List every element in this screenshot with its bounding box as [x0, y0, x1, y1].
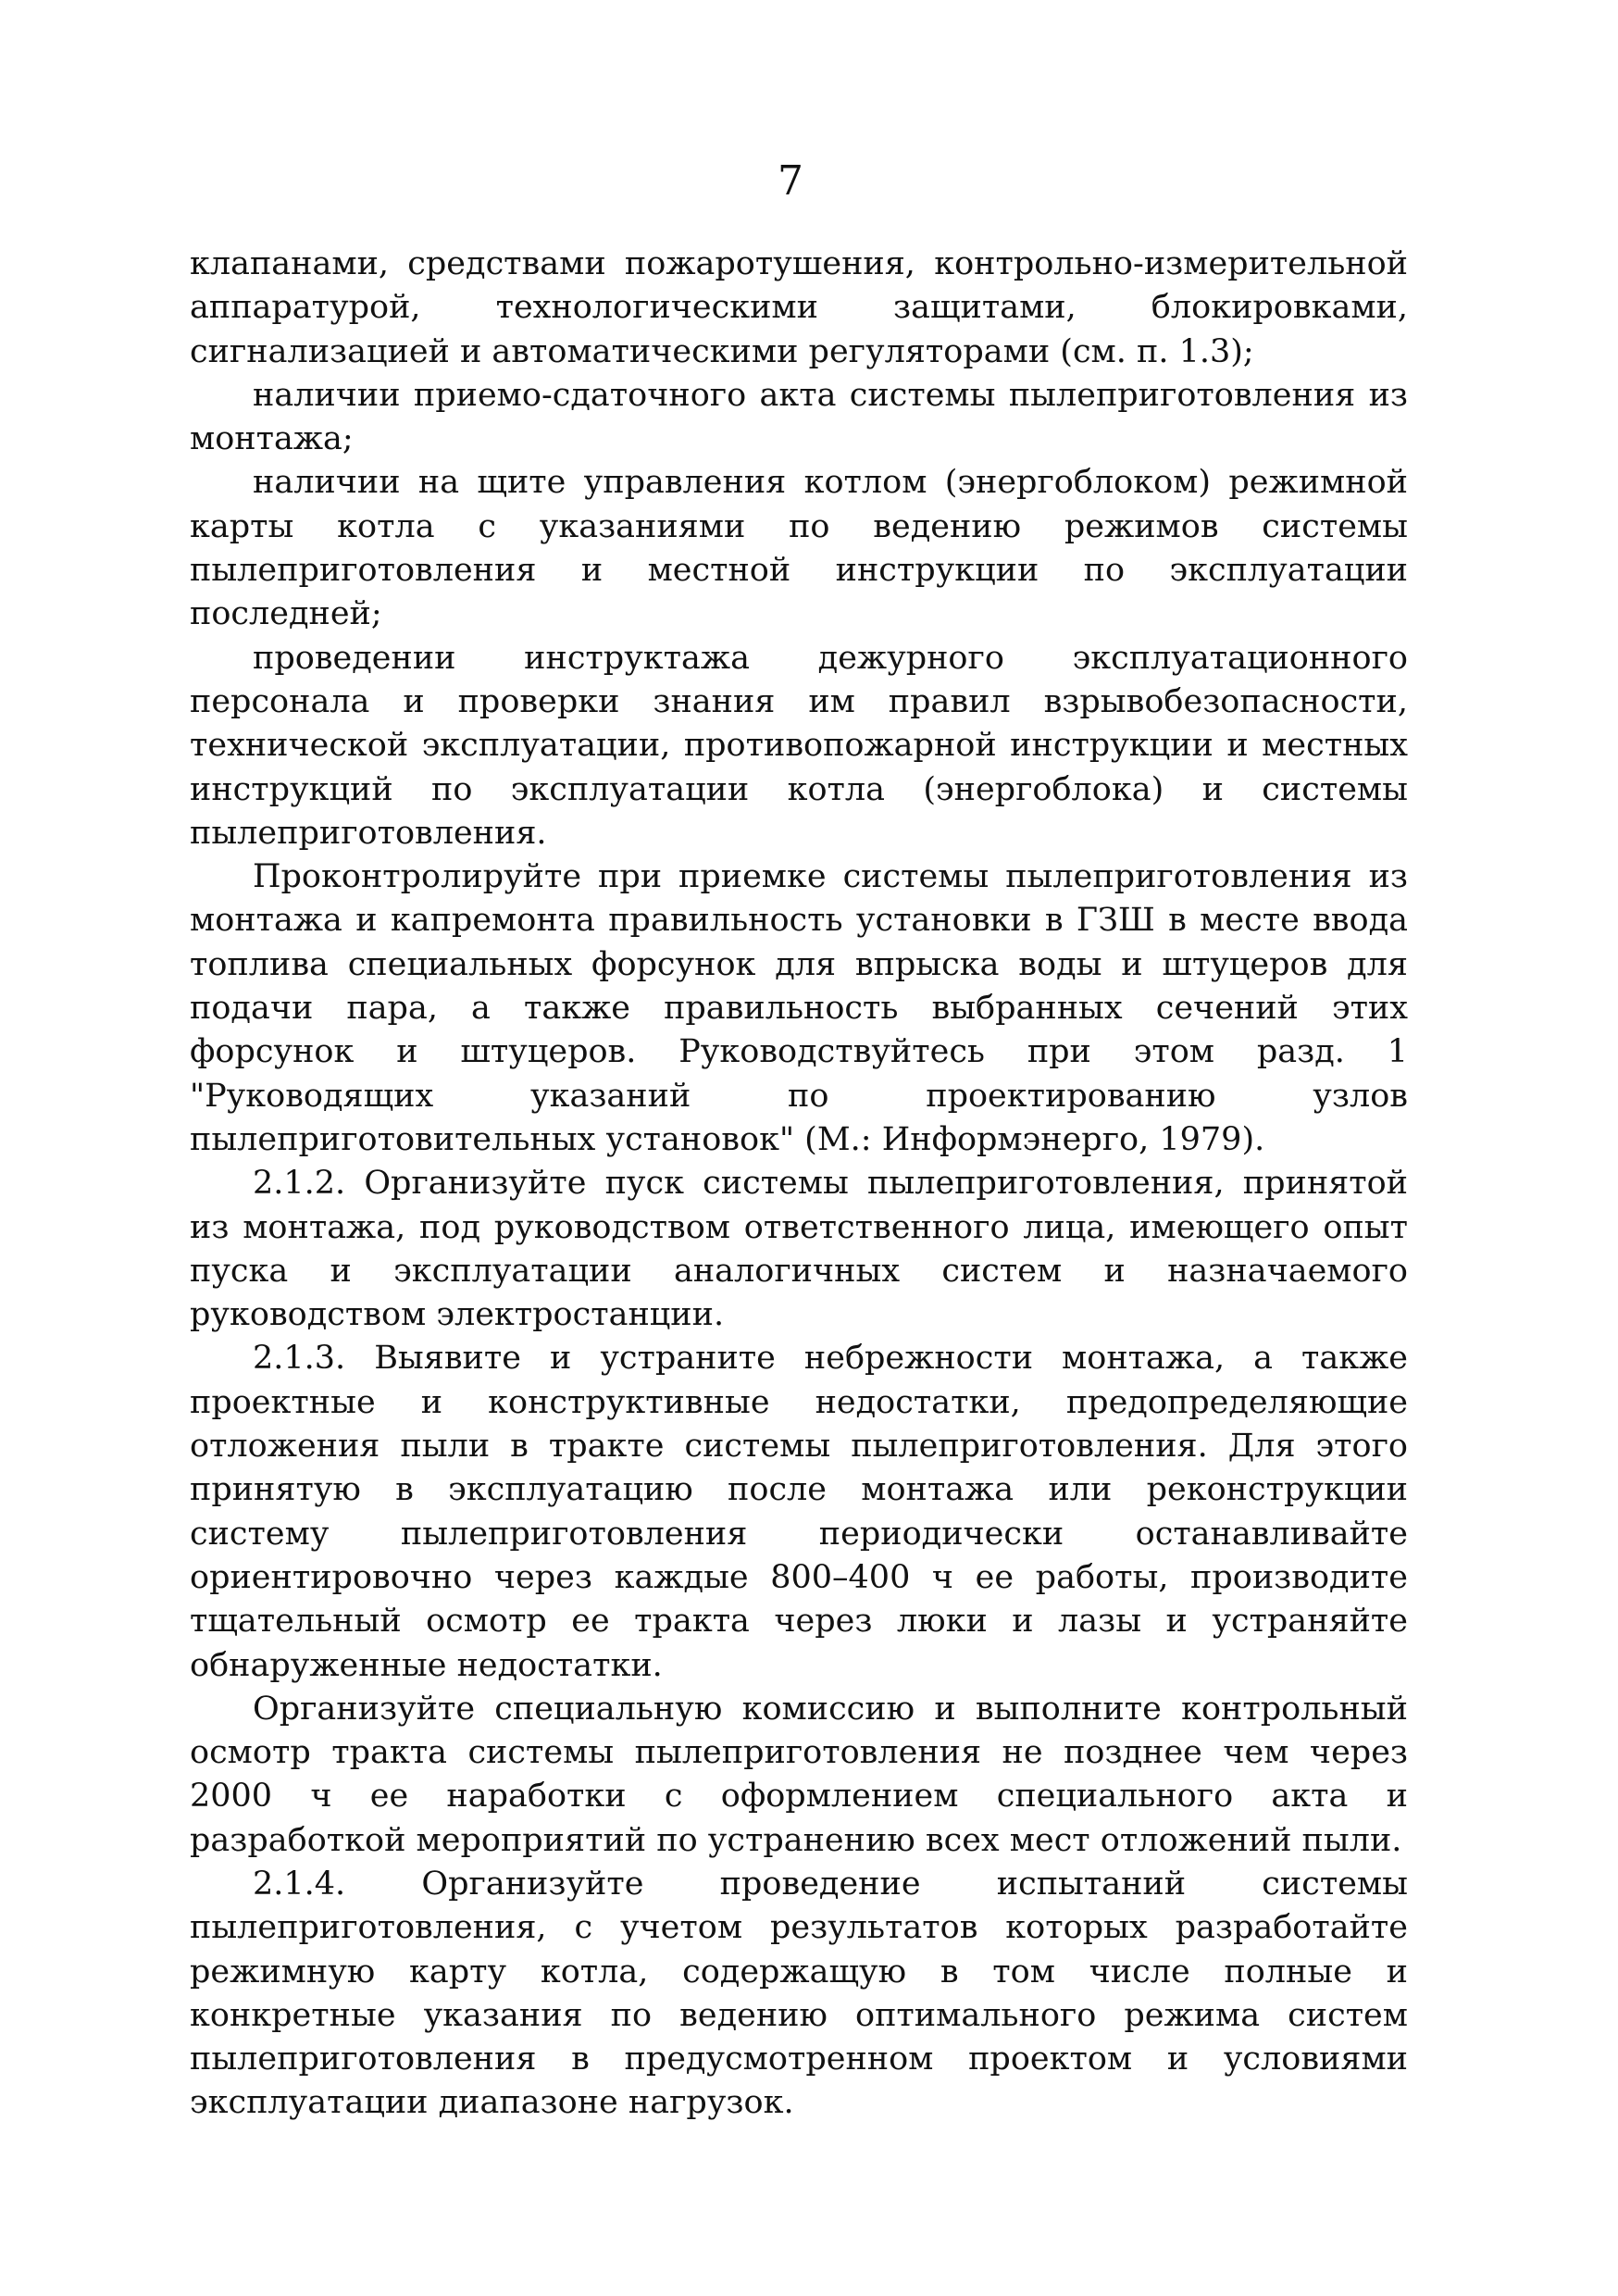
paragraph-4: проведении инструктажа дежурного эксплуатационного персонала и проверки знания им правил взрывобезопасности, технической эксплуатации, противопожарной инструкции и местных инструкций по эксплуатации котла (энергоблока) и системы пылеприготовления. [190, 639, 1408, 852]
paragraph-6: 2.1.2. Организуйте пуск системы пылеприготовления, принятой из монтажа, под руководством ответственного лица, имеющего опыт пуска и эксплуатации аналогичных систем и назначаемого руководством электростанции. [190, 1165, 1408, 1334]
paragraph-5: Проконтролируйте при приемке системы пылеприготовления из монтажа и капремонта правильность установки в ГЗШ в месте ввода топлива специальных форсунок для впрыска воды и штуцеров для подачи пара, а также правильность выбранных сечений этих форсунок и штуцеров. Руководствуйтесь при этом разд. 1 "Руководящих указаний по проектированию узлов пылеприготовительных установок" (М.: Информэнерго, 1979). [190, 858, 1408, 1158]
body-text [190, 243, 1408, 2126]
paragraph-8: Организуйте специальную комиссию и выполните контрольный осмотр тракта системы пылеприготовления не позднее чем через 2000 ч ее наработки с оформлением специального акта и разработкой мероприятий по устранению всех мест отложений пыли. [190, 1690, 1408, 1859]
paragraph-3: наличии на щите управления котлом (энергоблоком) режимной карты котла с указаниями по ведению режимов системы пылеприготовления и местной инструкции по эксплуатации последней; [190, 464, 1408, 633]
paragraph-2: наличии приемо-сдаточного акта системы пылеприготовления из монтажа; [190, 376, 1408, 458]
paragraph-7: 2.1.3. Выявите и устраните небрежности монтажа, а также проектные и конструктивные недостатки, предопределяющие отложения пыли в тракте системы пылеприготовления. Для этого принятую в эксплуатацию после монтажа или реконструкции систему пылеприготовления периодически останавливайте ориентировочно через каждые 800–400 ч ее работы, производите тщательный осмотр ее тракта через люки и лазы и устраняйте обнаруженные недостатки. [190, 1340, 1408, 1684]
paragraph-1: клапанами, средствами пожаротушения, контрольно-измерительной аппаратурой, технологическими защитами, блокировками, сигнализацией и автоматическими регуляторами (см. п. 1.3); [190, 245, 1408, 370]
page-number: 7 [778, 157, 803, 205]
paragraph-9: 2.1.4. Организуйте проведение испытаний системы пылеприготовления, с учетом результатов которых разработайте режимную карту котла, содержащую в том числе полные и конкретные указания по ведению оптимального режима систем пылеприготовления в предусмотренном проектом и условиями эксплуатации диапазоне нагрузок. [190, 1865, 1408, 2122]
